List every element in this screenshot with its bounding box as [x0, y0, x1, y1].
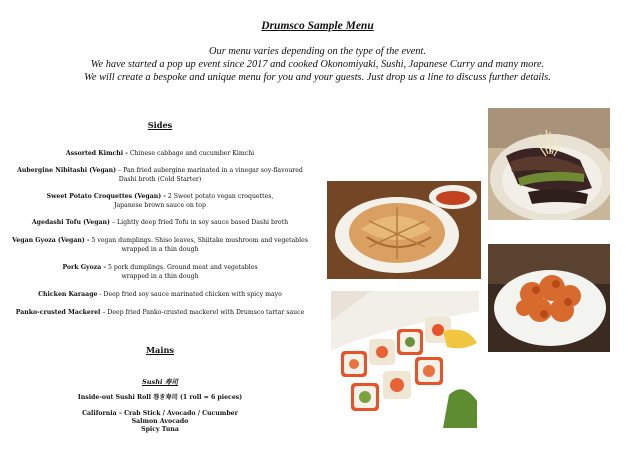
- side-item-agedashi: [0, 219, 320, 228]
- side-item-name: Chicken Karaage: [38, 291, 98, 298]
- side-item-vegan-gyoza: [0, 237, 320, 254]
- side-item-desc: – Deep fried Panko-crusted mackerel with Drumsco tartar sauce: [100, 309, 305, 316]
- side-item-name: Aubergine Nibitashi (Vegan): [17, 167, 117, 174]
- side-item-name: Pork Gyoza -: [62, 264, 107, 271]
- side-item-desc: 5 vegan dumplings. Shiso leaves, Shiitake mushroom and vegetables: [89, 237, 308, 244]
- side-item-aubergine: [0, 167, 320, 184]
- side-item-mackerel: [0, 309, 320, 318]
- menu-title: Drumsco Sample Menu: [261, 20, 374, 32]
- side-item-desc: – Pan fried aubergine marinated in a vinegar soy-flavoured: [116, 167, 303, 174]
- side-item-desc: 2 Sweet potato vegan croquettes,: [165, 193, 274, 200]
- gyoza-photo: [327, 181, 481, 279]
- side-item-name: Sweet Potato Croquettes (Vegan) -: [46, 193, 166, 200]
- side-item-desc-2: wrapped in a thin dough: [121, 272, 199, 280]
- sushi-roll-line: Inside-out Sushi Roll 巻き寿司 (1 roll = 6 pieces): [77, 394, 243, 401]
- side-item-name: Panko-crusted Mackerel: [15, 309, 101, 316]
- intro-line-2: We have started a pop up event since 2017 and cooked Okonomiyaki, Sushi, Japanese Curry and many more.: [90, 59, 545, 70]
- side-item-desc: 5 pork dumplings. Ground meat and vegetables: [106, 264, 258, 271]
- roll-type: Spicy Tuna: [141, 426, 179, 433]
- side-item-desc: – Lightly deep fried Tofu in soy sauce based Dashi broth: [109, 219, 289, 226]
- intro-line-3: We will create a bespoke and unique menu for you and your guests. Just drop us a line to discuss further details.: [84, 72, 551, 83]
- roll-type: Salmon Avocado: [131, 418, 189, 425]
- side-item-desc-2: wrapped in a thin dough: [121, 245, 199, 253]
- side-item-desc: Chinese cabbage and cucumber Kimchi: [127, 150, 255, 157]
- side-item-desc: - Deep fried soy sauce marinated chicken with spicy mayo: [97, 291, 282, 298]
- side-item-pork-gyoza: [0, 264, 320, 281]
- sushi-photo: [331, 291, 479, 428]
- side-item-name: Assorted Kimchi -: [65, 150, 128, 157]
- side-item-desc-2: Dashi broth (Cold Starter): [118, 175, 202, 183]
- side-item-kimchi: [0, 150, 320, 159]
- sushi-heading: Sushi 寿司: [141, 378, 179, 386]
- side-item-name: Vegan Gyoza (Vegan) -: [12, 237, 90, 244]
- side-item-karaage: [0, 291, 320, 300]
- sides-heading: Sides: [147, 120, 173, 130]
- side-item-name: Agedashi Tofu (Vegan): [31, 219, 110, 226]
- mains-heading: Mains: [145, 345, 175, 355]
- intro-line-1: Our menu varies depending on the type of the event.: [209, 46, 426, 57]
- roll-type: California – Crab Stick / Avocado / Cucumber: [82, 410, 238, 417]
- aubergine-photo: [488, 108, 610, 220]
- karaage-photo: [488, 244, 610, 352]
- side-item-croquettes: [0, 193, 320, 210]
- side-item-desc-2: Japanese brown sauce on top: [114, 201, 206, 209]
